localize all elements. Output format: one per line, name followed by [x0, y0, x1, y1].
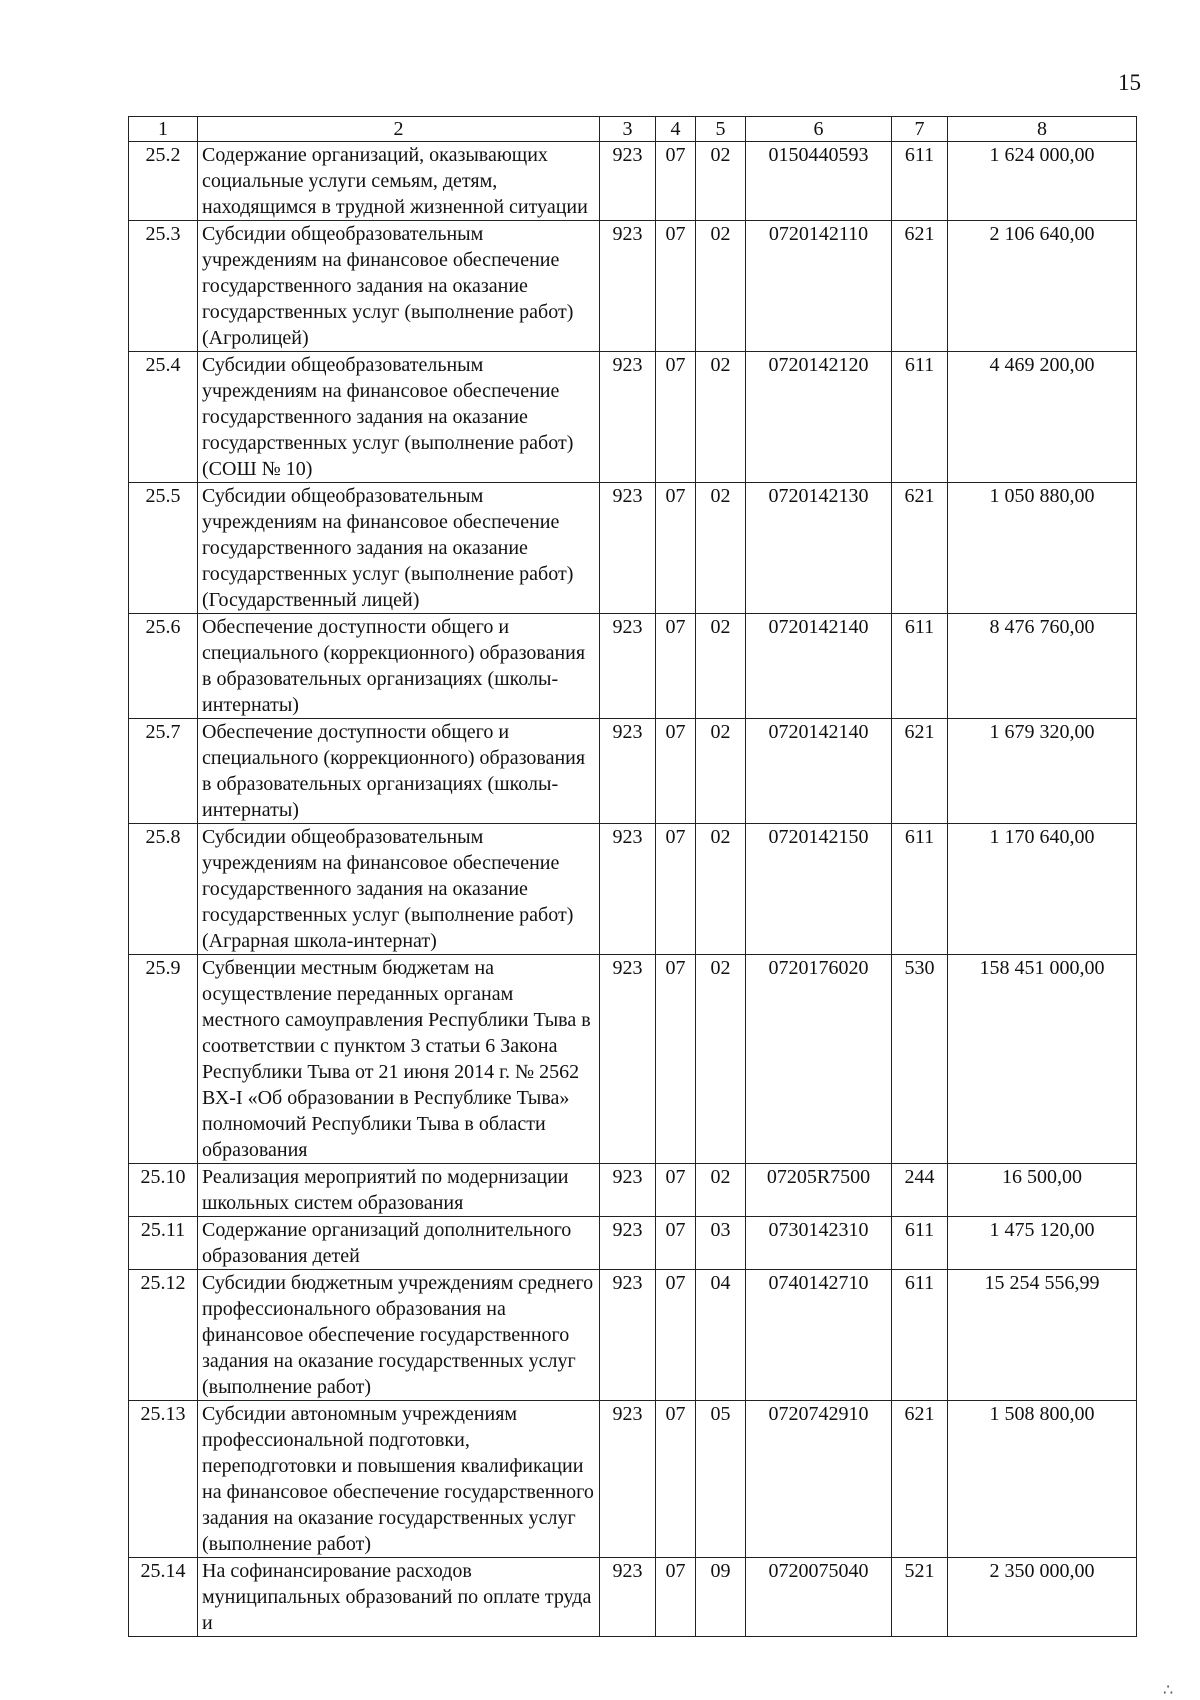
table-row [129, 1270, 1137, 1401]
code-3: 923 [600, 1270, 656, 1401]
code-3: 923 [600, 1217, 656, 1270]
expense-name: Обеспечение доступности общего и специального (коррекционного) образования в образовательных организациях (школы-интернаты) [198, 719, 600, 824]
table-row [129, 221, 1137, 352]
code-7: 521 [892, 1558, 948, 1637]
amount: 8 476 760,00 [948, 614, 1137, 719]
column-header: 2 [198, 117, 600, 142]
expense-name: Субсидии общеобразовательным учреждениям на финансовое обеспечение государственного задания на оказание государственных услуг (выполнение работ) (Агролицей) [198, 221, 600, 352]
expense-name: На софинансирование расходов муниципальных образований по оплате труда и [198, 1558, 600, 1637]
code-4: 07 [656, 1270, 696, 1401]
amount: 16 500,00 [948, 1164, 1137, 1217]
row-number: 25.8 [129, 824, 198, 955]
code-4: 07 [656, 955, 696, 1164]
column-header: 7 [892, 117, 948, 142]
code-5: 02 [696, 483, 746, 614]
code-6: 07205R7500 [746, 1164, 892, 1217]
code-4: 07 [656, 483, 696, 614]
page-number: 15 [1118, 70, 1141, 95]
column-header: 5 [696, 117, 746, 142]
row-number: 25.11 [129, 1217, 198, 1270]
code-6: 0720142110 [746, 221, 892, 352]
code-7: 530 [892, 955, 948, 1164]
code-6: 0720142120 [746, 352, 892, 483]
code-3: 923 [600, 1558, 656, 1637]
code-3: 923 [600, 483, 656, 614]
expense-name: Субсидии бюджетным учреждениям среднего профессионального образования на финансовое обеспечение государственного задания на оказание государственных услуг (выполнение работ) [198, 1270, 600, 1401]
code-3: 923 [600, 955, 656, 1164]
code-7: 611 [892, 1270, 948, 1401]
code-6: 0720142130 [746, 483, 892, 614]
code-4: 07 [656, 824, 696, 955]
row-number: 25.13 [129, 1401, 198, 1558]
code-4: 07 [656, 1164, 696, 1217]
code-6: 0150440593 [746, 142, 892, 221]
code-4: 07 [656, 352, 696, 483]
code-7: 621 [892, 1401, 948, 1558]
amount: 2 106 640,00 [948, 221, 1137, 352]
column-header: 3 [600, 117, 656, 142]
amount: 1 624 000,00 [948, 142, 1137, 221]
code-5: 02 [696, 352, 746, 483]
amount: 15 254 556,99 [948, 1270, 1137, 1401]
code-7: 611 [892, 142, 948, 221]
expense-name: Субсидии автономным учреждениям профессиональной подготовки, переподготовки и повышения квалификации на финансовое обеспечение государственного задания на оказание государственных услуг (выполнение работ) [198, 1401, 600, 1558]
code-5: 03 [696, 1217, 746, 1270]
row-number: 25.6 [129, 614, 198, 719]
code-5: 02 [696, 221, 746, 352]
code-5: 02 [696, 955, 746, 1164]
code-7: 621 [892, 221, 948, 352]
row-number: 25.2 [129, 142, 198, 221]
code-4: 07 [656, 719, 696, 824]
code-6: 0720176020 [746, 955, 892, 1164]
row-number: 25.3 [129, 221, 198, 352]
code-6: 0720142150 [746, 824, 892, 955]
table-row [129, 1164, 1137, 1217]
column-header: 4 [656, 117, 696, 142]
table-row [129, 1217, 1137, 1270]
table-row [129, 719, 1137, 824]
expense-name: Субсидии общеобразовательным учреждениям на финансовое обеспечение государственного задания на оказание государственных услуг (выполнение работ) (Аграрная школа-интернат) [198, 824, 600, 955]
code-5: 02 [696, 1164, 746, 1217]
code-7: 621 [892, 719, 948, 824]
column-header: 6 [746, 117, 892, 142]
code-6: 0740142710 [746, 1270, 892, 1401]
row-number: 25.9 [129, 955, 198, 1164]
code-4: 07 [656, 614, 696, 719]
code-6: 0730142310 [746, 1217, 892, 1270]
code-5: 02 [696, 719, 746, 824]
code-7: 611 [892, 614, 948, 719]
expense-name: Субвенции местным бюджетам на осуществление переданных органам местного самоуправления Республики Тыва в соответствии с пунктом 3 статьи 6 Закона Республики Тыва от 21 июня 2014 г. № 2562 ВХ-I «Об образовании в Республике Тыва» полномочий Республики Тыва в области образования [198, 955, 600, 1164]
code-3: 923 [600, 221, 656, 352]
corner-mark: ∴ [1163, 1682, 1174, 1699]
amount: 1 170 640,00 [948, 824, 1137, 955]
expense-name: Обеспечение доступности общего и специального (коррекционного) образования в образовательных организациях (школы-интернаты) [198, 614, 600, 719]
code-3: 923 [600, 142, 656, 221]
code-3: 923 [600, 719, 656, 824]
code-4: 07 [656, 221, 696, 352]
amount: 2 350 000,00 [948, 1558, 1137, 1637]
code-3: 923 [600, 824, 656, 955]
expense-name: Субсидии общеобразовательным учреждениям на финансовое обеспечение государственного задания на оказание государственных услуг (выполнение работ) (СОШ № 10) [198, 352, 600, 483]
code-7: 611 [892, 824, 948, 955]
code-6: 0720142140 [746, 719, 892, 824]
table-row [129, 955, 1137, 1164]
table-row [129, 142, 1137, 221]
budget-table [128, 116, 1137, 1637]
code-3: 923 [600, 1164, 656, 1217]
table-row [129, 483, 1137, 614]
table-row [129, 1401, 1137, 1558]
code-7: 244 [892, 1164, 948, 1217]
code-6: 0720742910 [746, 1401, 892, 1558]
row-number: 25.5 [129, 483, 198, 614]
table-row [129, 1558, 1137, 1637]
expense-name: Реализация мероприятий по модернизации школьных систем образования [198, 1164, 600, 1217]
amount: 1 050 880,00 [948, 483, 1137, 614]
expense-name: Субсидии общеобразовательным учреждениям на финансовое обеспечение государственного задания на оказание государственных услуг (выполнение работ) (Государственный лицей) [198, 483, 600, 614]
table-row [129, 352, 1137, 483]
row-number: 25.10 [129, 1164, 198, 1217]
column-header: 1 [129, 117, 198, 142]
expense-name: Содержание организаций, оказывающих социальные услуги семьям, детям, находящимся в трудной жизненной ситуации [198, 142, 600, 221]
table-row [129, 614, 1137, 719]
code-4: 07 [656, 1401, 696, 1558]
code-4: 07 [656, 1558, 696, 1637]
table-header-row [129, 117, 1137, 142]
code-5: 02 [696, 142, 746, 221]
code-7: 621 [892, 483, 948, 614]
code-3: 923 [600, 1401, 656, 1558]
code-7: 611 [892, 1217, 948, 1270]
column-header: 8 [948, 117, 1137, 142]
row-number: 25.12 [129, 1270, 198, 1401]
code-6: 0720075040 [746, 1558, 892, 1637]
row-number: 25.4 [129, 352, 198, 483]
code-5: 04 [696, 1270, 746, 1401]
code-6: 0720142140 [746, 614, 892, 719]
amount: 158 451 000,00 [948, 955, 1137, 1164]
row-number: 25.14 [129, 1558, 198, 1637]
expense-name: Содержание организаций дополнительного образования детей [198, 1217, 600, 1270]
row-number: 25.7 [129, 719, 198, 824]
code-5: 02 [696, 614, 746, 719]
amount: 1 475 120,00 [948, 1217, 1137, 1270]
code-4: 07 [656, 1217, 696, 1270]
code-5: 05 [696, 1401, 746, 1558]
code-5: 09 [696, 1558, 746, 1637]
amount: 4 469 200,00 [948, 352, 1137, 483]
code-5: 02 [696, 824, 746, 955]
code-4: 07 [656, 142, 696, 221]
code-3: 923 [600, 614, 656, 719]
code-3: 923 [600, 352, 656, 483]
amount: 1 679 320,00 [948, 719, 1137, 824]
amount: 1 508 800,00 [948, 1401, 1137, 1558]
code-7: 611 [892, 352, 948, 483]
table-row [129, 824, 1137, 955]
